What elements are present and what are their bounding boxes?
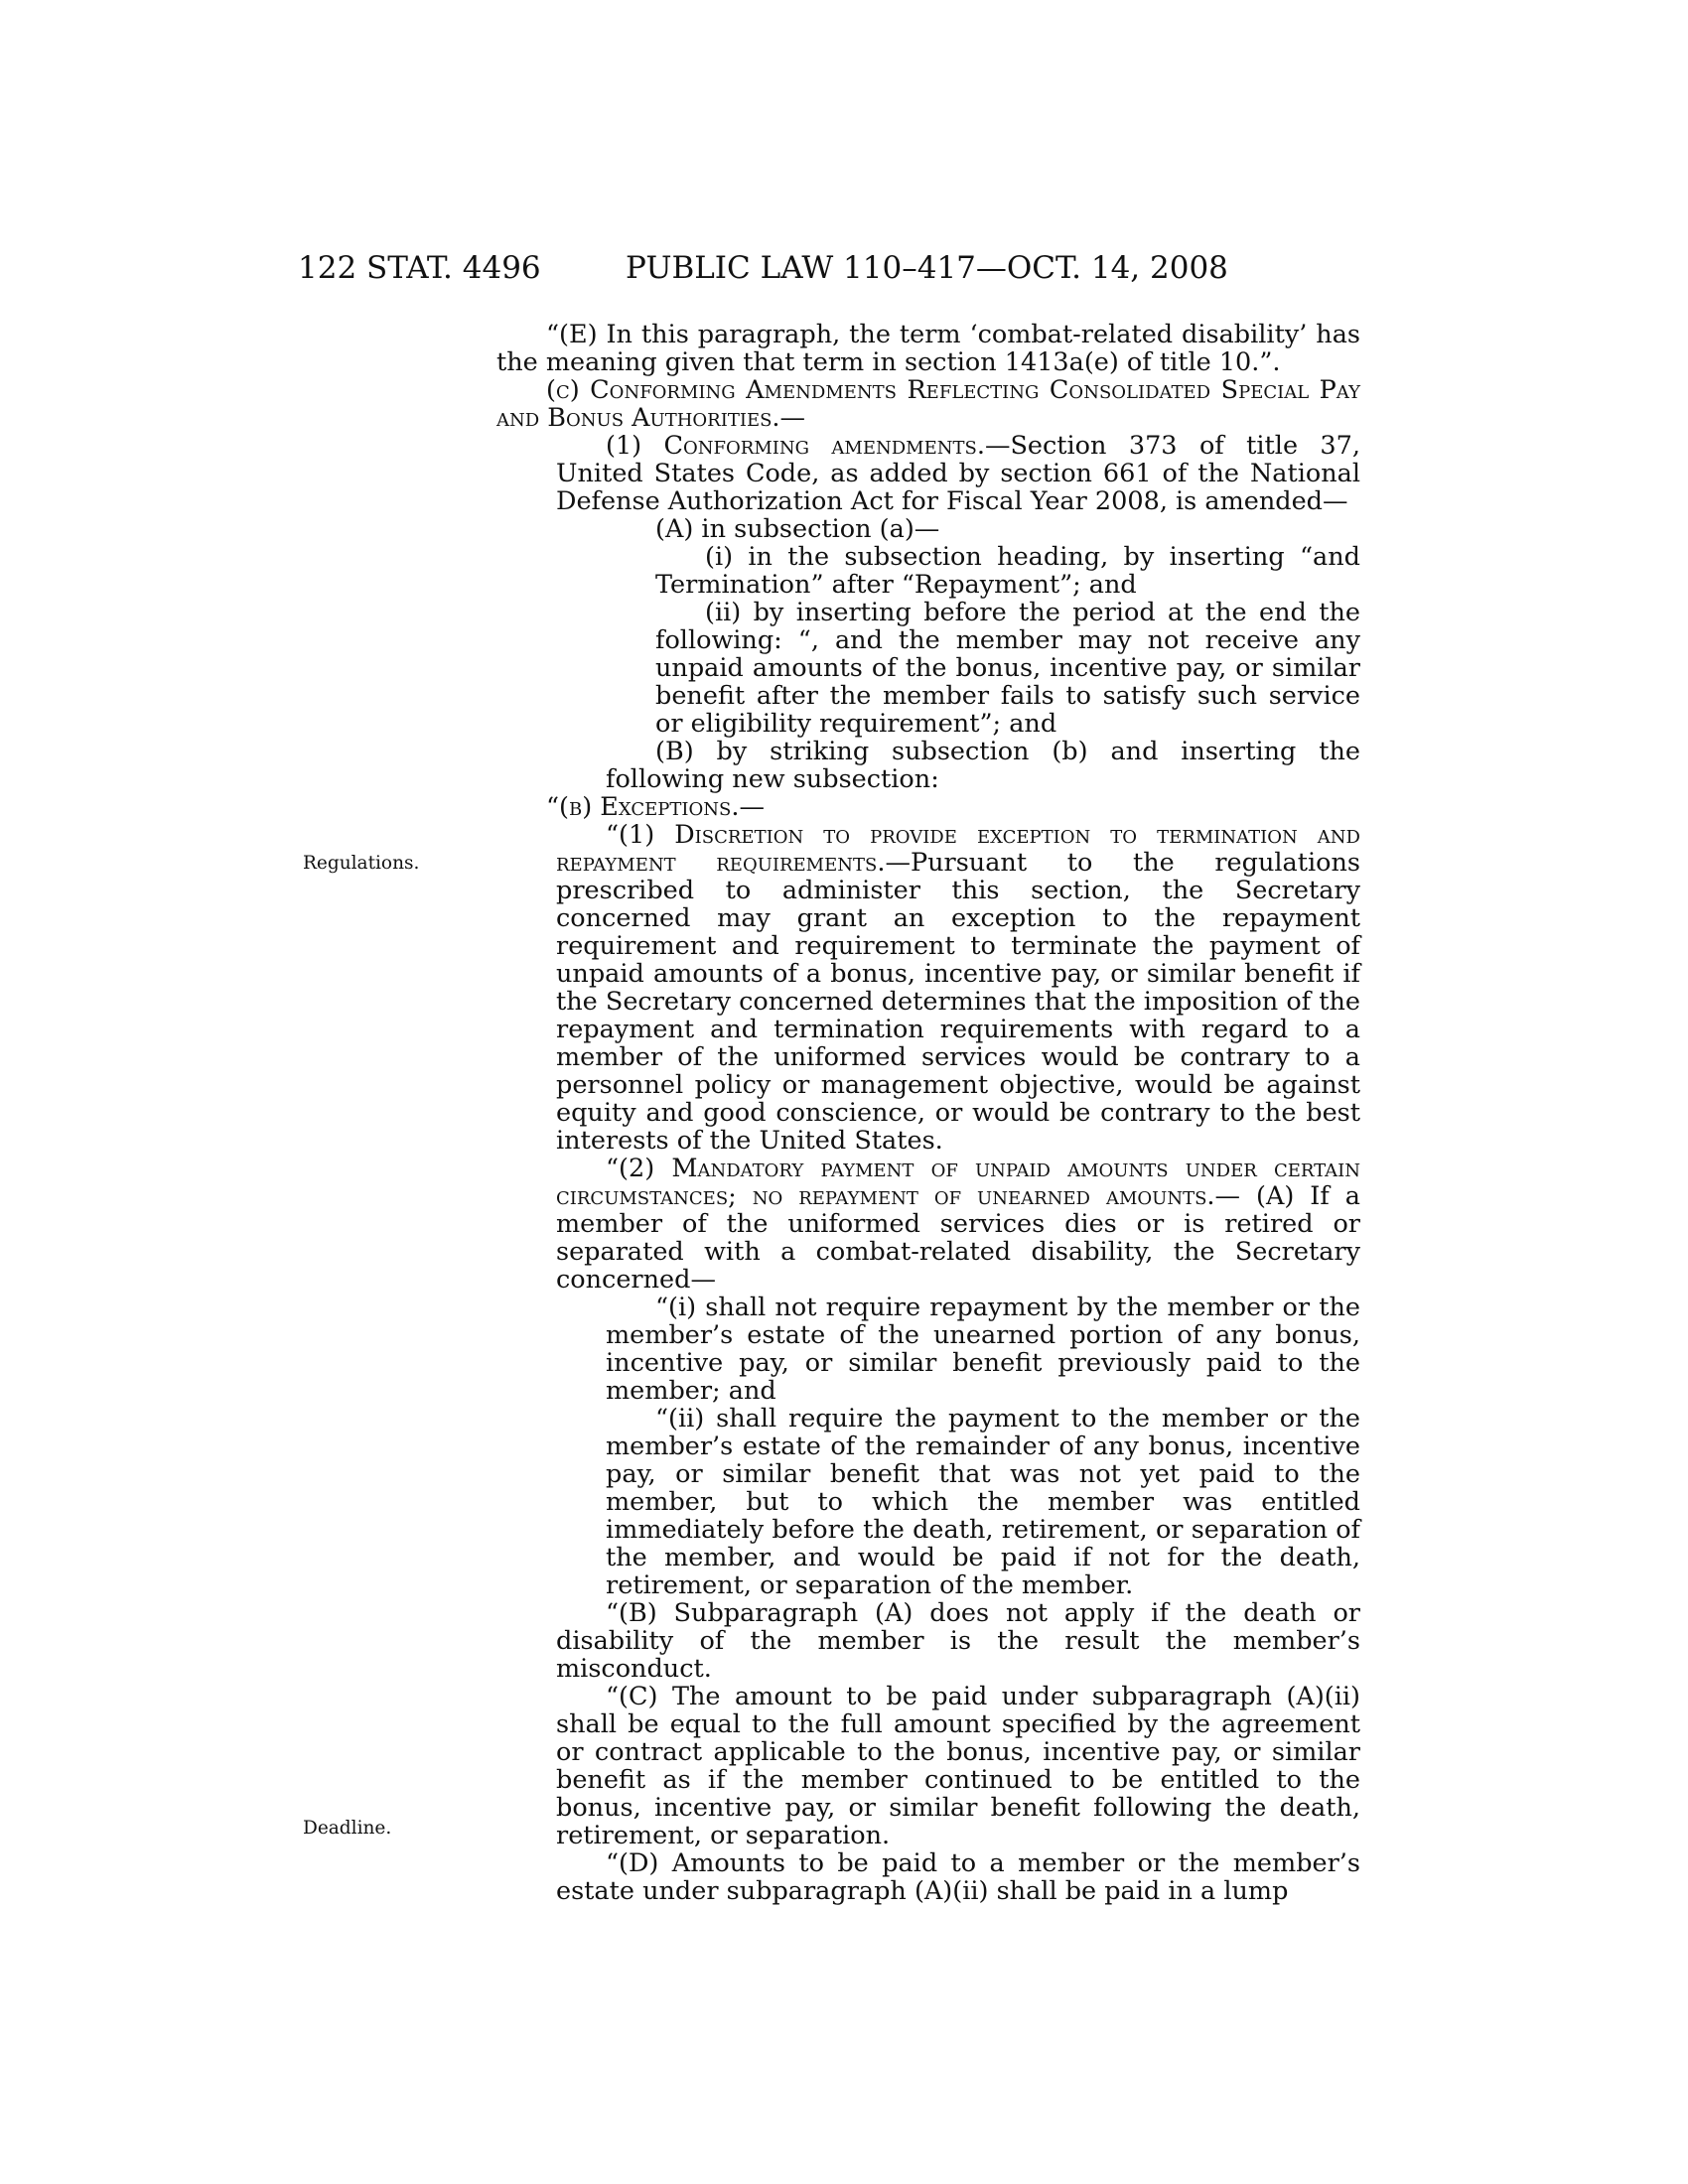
exception-paragraph-2-text: — (A) If a member of the uniformed services dies or is retired or separated with a combat-related disability, the Secretary concerned— <box>556 1181 1361 1295</box>
clause-ii: (ii) by inserting before the period at the end the following: “, and the member may not receive any unpaid amounts of the bonus, incentive pay, or similar benefit after the member fails to satisfy such service or eligibility requirement”; and <box>655 598 1360 739</box>
paragraph-1 <box>496 432 1360 515</box>
public-law-title: PUBLIC LAW 110–417—OCT. 14, 2008 <box>626 250 1228 286</box>
clause-i: (i) in the subsection heading, by inserting “and Termination” after “Repayment”; and <box>655 542 1360 600</box>
subsection-c-heading: (c) Conforming Amendments Reflecting Consolidated Special Pay and Bonus Authorities.— <box>496 375 1360 433</box>
exception-clause-i: “(i) shall not require repayment by the member or the member’s estate of the unearned portion of any bonus, incentive pay, or similar benefit previously paid to the member; and <box>606 1293 1360 1406</box>
paragraph-1-text: —Section 373 of title 37, United States Code, as added by section 661 of the National Defense Authorization Act for Fiscal Year 2008, is amended— <box>556 431 1360 516</box>
exception-paragraph-1 <box>496 821 1360 1155</box>
paragraph-1-heading: (1) Conforming amendments. <box>606 431 985 461</box>
document-body <box>496 321 1360 1905</box>
statute-page-number: 122 STAT. 4496 <box>298 250 541 286</box>
subsection-b-heading: “(b) Exceptions.— <box>546 792 765 822</box>
exception-subparagraph-b: “(B) Subparagraph (A) does not apply if the death or disability of the member is the result the member’s misconduct. <box>556 1598 1360 1684</box>
exception-subparagraph-d: “(D) Amounts to be paid to a member or the member’s estate under subparagraph (A)(ii) shall be paid in a lump <box>556 1848 1360 1906</box>
exception-subparagraph-c: “(C) The amount to be paid under subparagraph (A)(ii) shall be equal to the full amount specified by the agreement or contract applicable to the bonus, incentive pay, or similar benefit as if the member continued to be entitled to the bonus, incentive pay, or similar benefit following the death, retirement, or separation. <box>556 1682 1360 1850</box>
exception-paragraph-1-text: —Pursuant to the regulations prescribed to administer this section, the Secretary concerned may grant an exception to the repayment requirement and requirement to terminate the payment of unpaid amounts of a bonus, incentive pay, or similar benefit if the Secretary concerned determines that the imposition of the repayment and termination requirements with regard to a member of the uniformed services would be contrary to a personnel policy or management objective, would be against equity and good conscience, or would be contrary to the best interests of the United States. <box>556 848 1361 1156</box>
exception-paragraph-2-heading: “(2) Mandatory payment of unpaid amounts under certain circumstances; no repayment of unearned amounts. <box>556 1154 1360 1211</box>
paragraph-e: “(E) In this paragraph, the term ‘combat-related disability’ has the meaning given that term in section 1413a(e) of title 10.”. <box>496 320 1360 377</box>
margin-note-deadline: Deadline. <box>303 1818 392 1839</box>
exception-paragraph-2 <box>496 1155 1360 1294</box>
page-header <box>298 248 1380 288</box>
subparagraph-b: (B) by striking subsection (b) and inserting the following new subsection: <box>606 737 1360 794</box>
margin-note-regulations: Regulations. <box>303 853 420 874</box>
exception-paragraph-1-heading: “(1) Discretion to provide exception to termination and repayment requirements. <box>556 820 1360 878</box>
exception-clause-ii: “(ii) shall require the payment to the member or the member’s estate of the remainder of any bonus, incentive pay, or similar benefit that was not yet paid to the member, but to which the member was entitled immediately before the death, retirement, or separation of the member, and would be paid if not for the death, retirement, or separation of the member. <box>606 1404 1360 1600</box>
subparagraph-a: (A) in subsection (a)— <box>655 514 940 544</box>
